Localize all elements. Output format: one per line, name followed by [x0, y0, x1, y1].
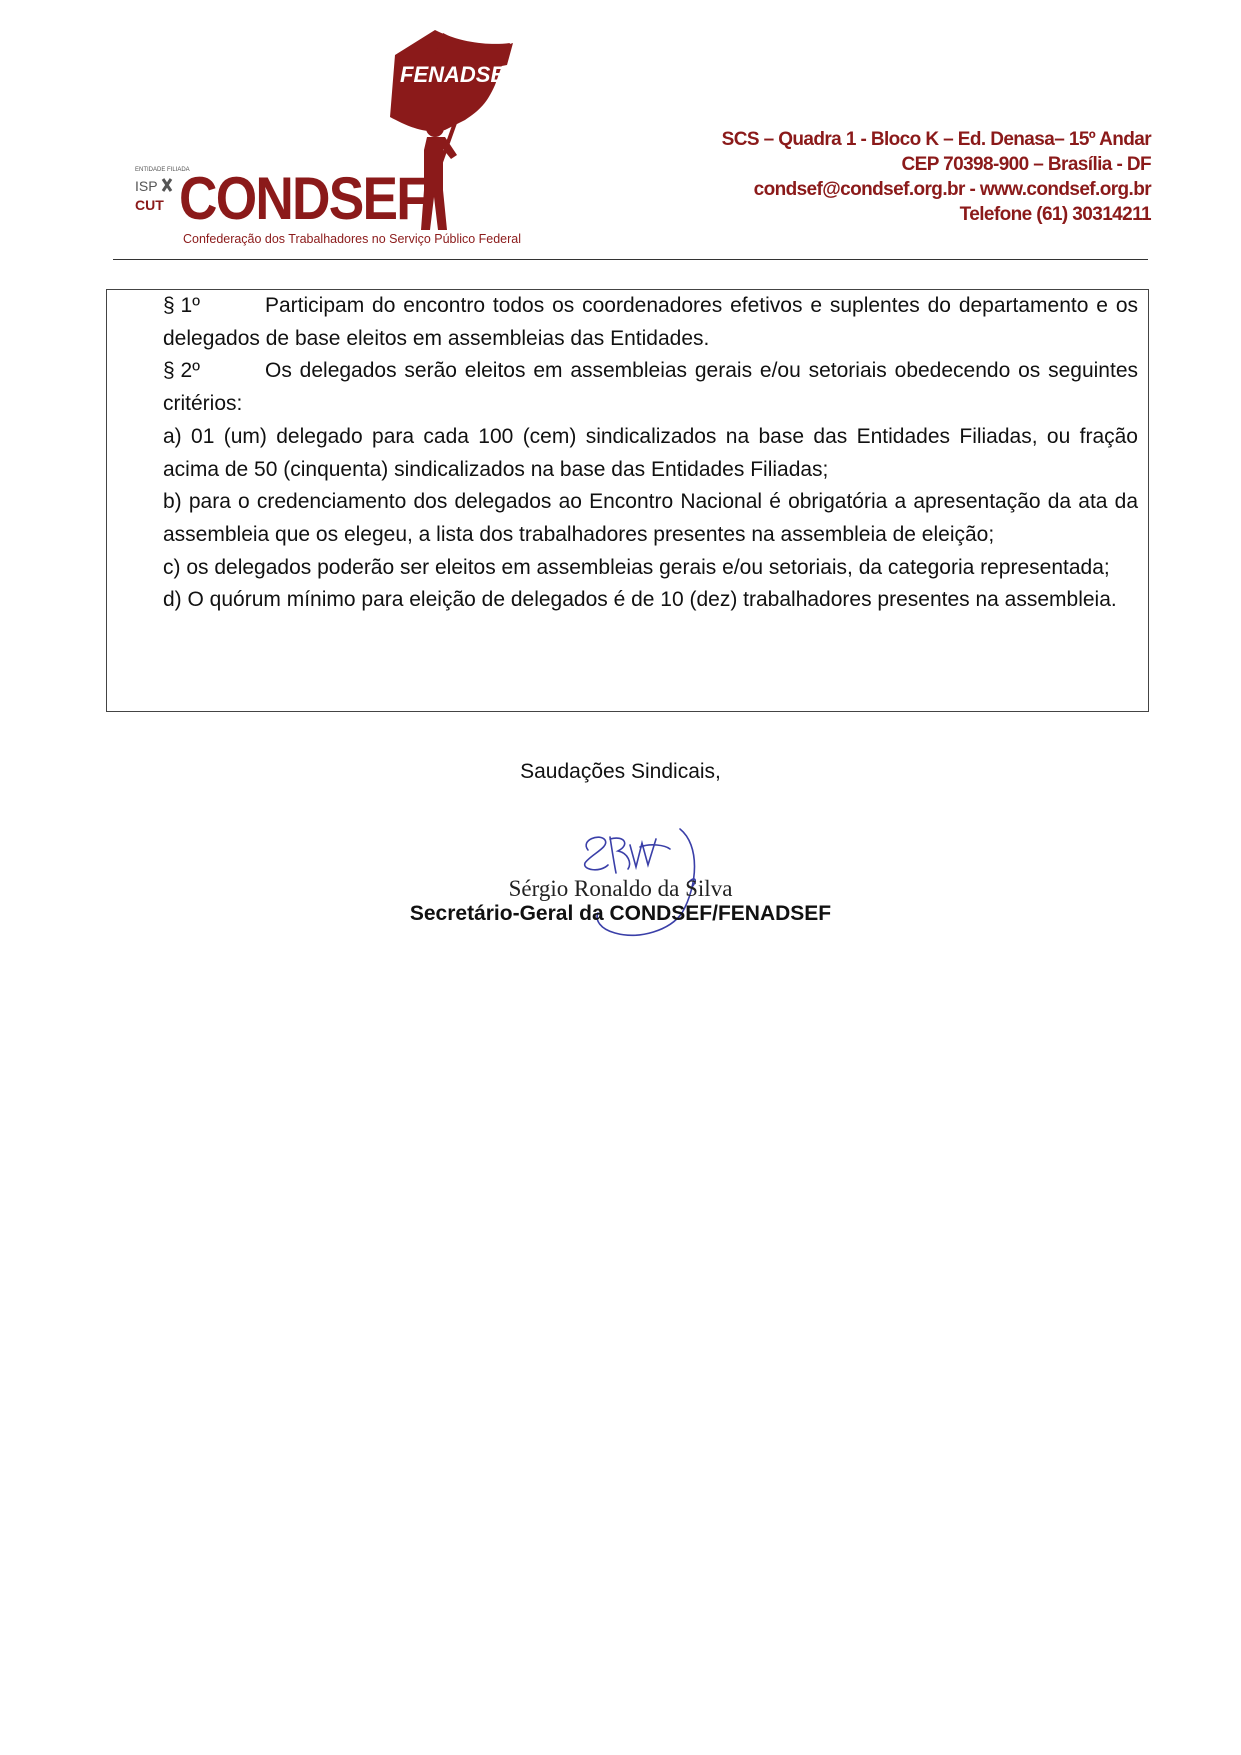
- content-text: [163, 290, 1138, 617]
- cut-label: CUT: [135, 197, 164, 213]
- criterion-b: b) para o credenciamento dos delegados ao Encontro Nacional é obrigatória a apresentação da ata da assembleia que os elegeu, a lista dos trabalhadores presentes na assembleia de eleição;: [163, 490, 1138, 546]
- paragraph-text: Os delegados serão eleitos em assembleias gerais e/ou setoriais obedecendo os seguintes critérios:: [163, 359, 1138, 416]
- flag-wordmark: FENADSEF: [400, 62, 519, 87]
- criterion-c: c) os delegados poderão ser eleitos em assembleias gerais e/ou setoriais, da categoria representada;: [163, 555, 1110, 579]
- affiliation-small-text: ENTIDADE FILIADA: [135, 167, 190, 173]
- paragraph-1: [163, 290, 1138, 355]
- criterion-d: d) O quórum mínimo para eleição de delegados é de 10 (dez) trabalhadores presentes na assembleia.: [163, 588, 1117, 612]
- paragraph-label: § 2º: [163, 359, 200, 383]
- header-divider: [113, 259, 1148, 260]
- cut-star-icon: [163, 179, 171, 191]
- condsef-logo: [135, 25, 575, 255]
- signer-title: Secretário-Geral da CONDSEF/FENADSEF: [409, 902, 832, 925]
- greeting: Saudações Sindicais,: [520, 760, 721, 783]
- main-wordmark: CONDSEF: [179, 165, 428, 232]
- paragraph-text: Participam do encontro todos os coordenadores efetivos e suplentes do departamento e os delegados de base eleitos em assembleias das Entidades.: [163, 294, 1138, 350]
- content-box: [106, 289, 1149, 712]
- paragraph-2: [163, 355, 1138, 420]
- isp-label: ISP: [135, 178, 158, 194]
- phone-line: Telefone (61) 30314211: [959, 204, 1151, 225]
- signer-name: Sérgio Ronaldo da Silva: [508, 876, 733, 901]
- email-web-line: condsef@condsef.org.br - www.condsef.org.br: [753, 179, 1151, 200]
- paragraph-label: § 1º: [163, 294, 200, 317]
- logo-tagline: Confederação dos Trabalhadores no Serviço Público Federal: [183, 232, 521, 246]
- cep-line: CEP 70398-900 – Brasília - DF: [901, 154, 1151, 175]
- contact-block: [722, 127, 1151, 227]
- criterion-a: a) 01 (um) delegado para cada 100 (cem) sindicalizados na base das Entidades Filiadas, ou fração acima de 50 (cinquenta) sindicalizados na base das Entidades Filiadas;: [163, 424, 1138, 481]
- address-line: SCS – Quadra 1 - Bloco K – Ed. Denasa– 15º Andar: [721, 129, 1151, 150]
